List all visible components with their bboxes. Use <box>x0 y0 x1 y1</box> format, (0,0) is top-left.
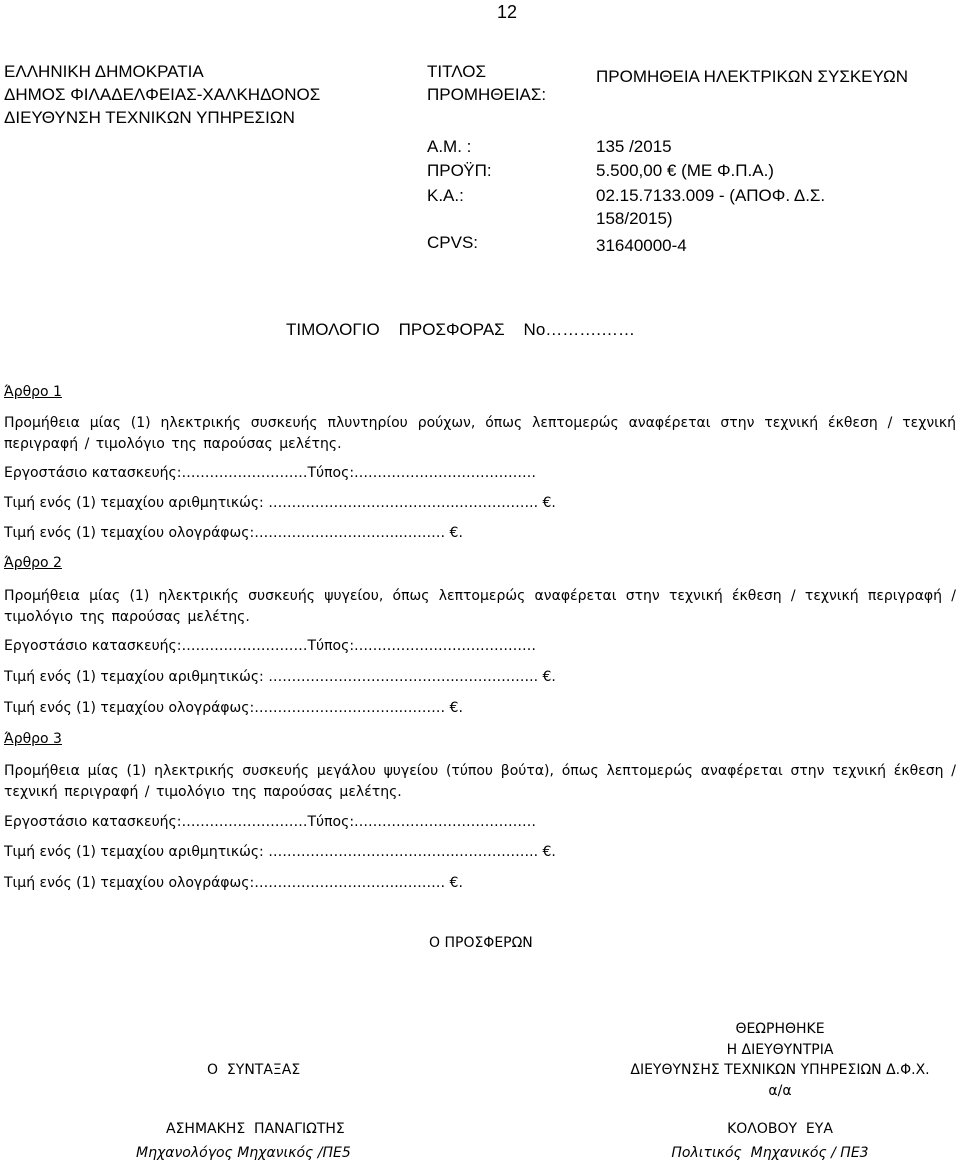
municipality-line: ΔΗΜΟΣ ΦΙΛΑΔΕΛΦΕΙΑΣ-ΧΑΛΚΗΔΟΝΟΣ <box>4 85 321 104</box>
country-line: ΕΛΛΗΝΙΚΗ ΔΗΜΟΚΡΑΤΙΑ <box>4 62 204 81</box>
article-description: Προμήθεια μίας (1) ηλεκτρικής συσκευής μεγάλου ψυγείου (τύπου βούτα), όπως λεπτομερώς αναφέρεται στην τεχνική έκθεση / τεχνική περιγραφή / τιμολόγιο της παρούσας μελέτης. <box>4 763 956 800</box>
ka-value: 02.15.7133.009 - (ΑΠΟΦ. Δ.Σ. <box>596 186 826 205</box>
aa-line: α/α <box>768 1083 792 1099</box>
cpvs-label: CPVS: <box>427 233 479 252</box>
author-title: Μηχανολόγος Μηχανικός /ΠΕ5 <box>136 1145 351 1161</box>
approval-line: ΘΕΩΡΗΘΗΚΕ <box>735 1021 825 1037</box>
price-numeric-line: Τιμή ενός (1) τεμαχίου αριθμητικώς: …………………………………..…………….. €. <box>4 495 556 511</box>
title-value: ΠΡΟΜΗΘΕΙΑ ΗΛΕΚΤΡΙΚΩΝ ΣΥΣΚΕΥΩΝ <box>596 67 909 86</box>
title-label-2: ΠΡΟΜΗΘΕΙΑΣ: <box>427 85 547 104</box>
article-heading: Άρθρο 2 <box>4 555 62 571</box>
ka-label: Κ.Α.: <box>427 186 464 205</box>
price-words-line: Τιμή ενός (1) τεμαχίου ολογράφως:…………………………..……… €. <box>4 525 463 541</box>
page-number: 12 <box>497 2 518 22</box>
factory-line: Εργοστάσιο κατασκευής:………………………Τύπος:………………………………… <box>4 814 537 830</box>
offerer-label: Ο ΠΡΟΣΦΕΡΩΝ <box>429 935 533 951</box>
article-heading: Άρθρο 1 <box>4 384 62 400</box>
am-value: 135 /2015 <box>596 137 672 156</box>
factory-line: Εργοστάσιο κατασκευής:………………………Τύπος:………………………………… <box>4 638 537 654</box>
price-numeric-line: Τιμή ενός (1) τεμαχίου αριθμητικώς: …………………………………..…………….. €. <box>4 669 556 685</box>
cpvs-value: 31640000-4 <box>596 236 687 255</box>
article-description: Προμήθεια μίας (1) ηλεκτρικής συσκευής πλυντηρίου ρούχων, όπως λεπτομερώς αναφέρεται στην τεχνική έκθεση / τεχνική περιγραφή / τιμολόγιο της παρούσας μελέτης. <box>4 415 956 452</box>
author-name: ΑΣΗΜΑΚΗΣ ΠΑΝΑΓΙΩΤΗΣ <box>166 1121 345 1137</box>
am-label: Α.Μ. : <box>427 137 472 156</box>
budget-value: 5.500,00 € (ΜΕ Φ.Π.Α.) <box>596 161 774 180</box>
director-title: Πολιτικός Μηχανικός / ΠΕ3 <box>671 1145 869 1161</box>
director-line: Η ΔΙΕΥΘΥΝΤΡΙΑ <box>726 1042 834 1058</box>
title-label: ΤΙΤΛΟΣ <box>427 62 486 81</box>
ka-value-2: 158/2015) <box>596 209 673 228</box>
budget-label: ΠΡΟΫΠ: <box>427 161 492 180</box>
directorate-line: ΔΙΕΥΘΥΝΣΗΣ ΤΕΧΝΙΚΩΝ ΥΠΗΡΕΣΙΩΝ Δ.Φ.Χ. <box>630 1062 930 1078</box>
offer-title: ΤΙΜΟΛΟΓΙΟ ΠΡΟΣΦΟΡΑΣ Νο……….…… <box>286 320 636 339</box>
factory-line: Εργοστάσιο κατασκευής:………………………Τύπος:………………………………… <box>4 465 537 481</box>
author-role: Ο ΣΥΝΤΑΞΑΣ <box>207 1062 301 1078</box>
article-description: Προμήθεια μίας (1) ηλεκτρικής συσκευής ψυγείου, όπως λεπτομερώς αναφέρεται στην τεχνική έκθεση / τεχνική περιγραφή / τιμολόγιο της παρούσας μελέτης. <box>4 588 956 625</box>
price-numeric-line: Τιμή ενός (1) τεμαχίου αριθμητικώς: …………………………………..…………….. €. <box>4 844 556 860</box>
price-words-line: Τιμή ενός (1) τεμαχίου ολογράφως:…………………………..……… €. <box>4 700 463 716</box>
article-heading: Άρθρο 3 <box>4 731 62 747</box>
directorate-line: ΔΙΕΥΘΥΝΣΗ ΤΕΧΝΙΚΩΝ ΥΠΗΡΕΣΙΩΝ <box>4 108 295 127</box>
price-words-line: Τιμή ενός (1) τεμαχίου ολογράφως:…………………………..……… €. <box>4 875 463 891</box>
director-name: ΚΟΛΟΒΟΥ ΕΥΑ <box>727 1121 833 1137</box>
